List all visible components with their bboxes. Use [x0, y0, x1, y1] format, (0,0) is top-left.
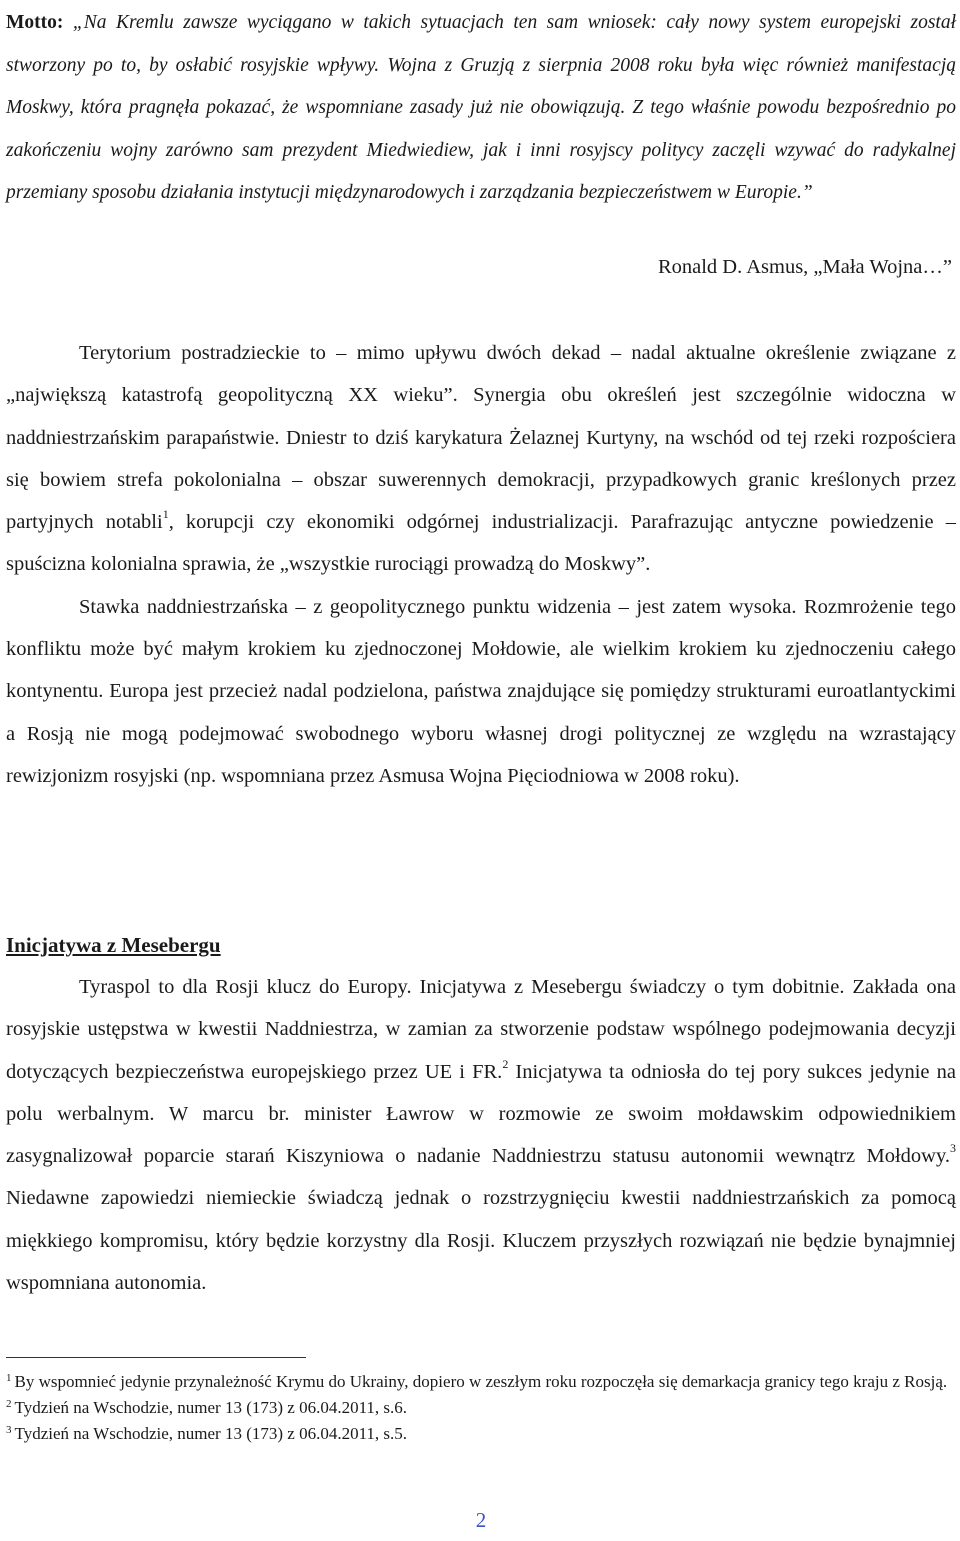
paragraph-text: Inicjatywa ta odniosła do tej pory sukces jedynie na polu werbalnym. W marcu br. minister Ławrow w rozmowie ze swoim mołdawskim odpowiednikiem zasygnalizował poparcie starań Kiszyniowa o nadanie Naddniestrzu statusu autonomii wewnątrz Mołdowy.: [6, 1060, 956, 1168]
footnote-number: 3: [6, 1424, 12, 1436]
body-block-2: [6, 966, 956, 1304]
paragraph-text: Tyraspol to dla Rosji klucz do Europy. Inicjatywa z Mesebergu świadczy o tym dobitnie. Zakłada ona rosyjskie ustępstwa w kwestii Naddniestrza, w zamian za stworzenie podstaw wspólnego podejmowania decyzji dotyczących bezpieczeństwa europejskiego przez UE i FR.: [6, 976, 956, 1083]
footnote-number: 2: [6, 1398, 12, 1410]
footnote-ref-3[interactable]: 3: [950, 1141, 956, 1156]
body-block-1: [6, 332, 956, 797]
footnote-3: [6, 1422, 956, 1448]
body-paragraph: [6, 332, 956, 586]
paragraph-text: Niedawne zapowiedzi niemieckie świadczą jednak o rozstrzygnięciu kwestii naddniestrzańskich za pomocą miękkiego kompromisu, który będzie korzystny dla Rosji. Kluczem przyszłych rozwiązań nie będzie bynajmniej wspomniana autonomia.: [6, 1187, 956, 1295]
footnote-1: [6, 1370, 956, 1396]
paragraph-text: , korupcji czy ekonomiki odgórnej industrializacji. Parafrazując antyczne powiedzenie – spuścizna kolonialna sprawia, że „wszystkie rurociągi prowadzą do Moskwy”.: [6, 511, 956, 576]
footnote-text: Tydzień na Wschodzie, numer 13 (173) z 06.04.2011, s.6.: [14, 1398, 408, 1417]
section-heading: Inicjatywa z Mesebergu: [6, 933, 221, 957]
footnote-ref-1[interactable]: 1: [162, 507, 169, 522]
motto-paragraph: [6, 2, 956, 215]
footnote-number: 1: [6, 1372, 12, 1384]
footnote-text: Tydzień na Wschodzie, numer 13 (173) z 06.04.2011, s.5.: [14, 1424, 408, 1443]
motto-attribution: Ronald D. Asmus, „Mała Wojna…”: [657, 256, 952, 278]
footnote-2: [6, 1396, 956, 1422]
body-paragraph: Stawka naddniestrzańska – z geopolitycznego punktu widzenia – jest zatem wysoka. Rozmrożenie tego konfliktu może być małym krokiem ku zjednoczonej Mołdowie, ale wielkim krokiem ku zjednoczeniu całego kontynentu. Europa jest przecież nadal podzielona, państwa znajdujące się pomiędzy strukturami euroatlantyckimi a Rosją nie mogą podejmować swobodnego wyboru własnej drogi politycznej ze względu na wzrastający rewizjonizm rosyjski (np. wspomniana przez Asmusa Wojna Pięciodniowa w 2008 roku).: [6, 595, 956, 787]
footnotes: [6, 1370, 956, 1448]
footnote-ref-2[interactable]: 2: [502, 1056, 509, 1071]
motto-quote: „Na Kremlu zawsze wyciągano w takich sytuacjach ten sam wniosek: cały nowy system europejski został stworzony po to, by osłabić rosyjskie wpływy. Wojna z Gruzją z sierpnia 2008 roku była więc również manifestacją Moskwy, która pragnęła pokazać, że wspomniane zasady już nie obowiązują. Z tego właśnie powodu bezpośrednio po zakończeniu wojny zarówno sam prezydent Miedwiediew, jak i inni rosyjscy politycy zaczęli wzywać do radykalnej przemiany sposobu działania instytucji międzynarodowych i zarządzania bezpieczeństwem w Europie.”: [6, 12, 956, 203]
motto-label: Motto:: [6, 12, 64, 33]
footnote-separator: [6, 1357, 306, 1358]
paragraph-text: Terytorium postradzieckie to – mimo upływu dwóch dekad – nadal aktualne określenie związane z „największą katastrofą geopolityczną XX wieku”. Synergia obu określeń jest szczególnie widoczna w naddniestrzańskim parapaństwie. Dniestr to dziś karykatura Żelaznej Kurtyny, na wschód od tej rzeki rozpościera się bowiem strefa pokolonialna – obszar suwerennych demokracji, przypadkowych granic kreślonych przez partyjnych notabli: [6, 342, 956, 534]
body-paragraph: [6, 966, 956, 1304]
footnote-text: By wspomnieć jedynie przynależność Krymu do Ukrainy, dopiero w zeszłym roku rozpoczęła się demarkacja granicy tego kraju z Rosją.: [14, 1372, 948, 1391]
page-number: 2: [475, 1508, 487, 1532]
